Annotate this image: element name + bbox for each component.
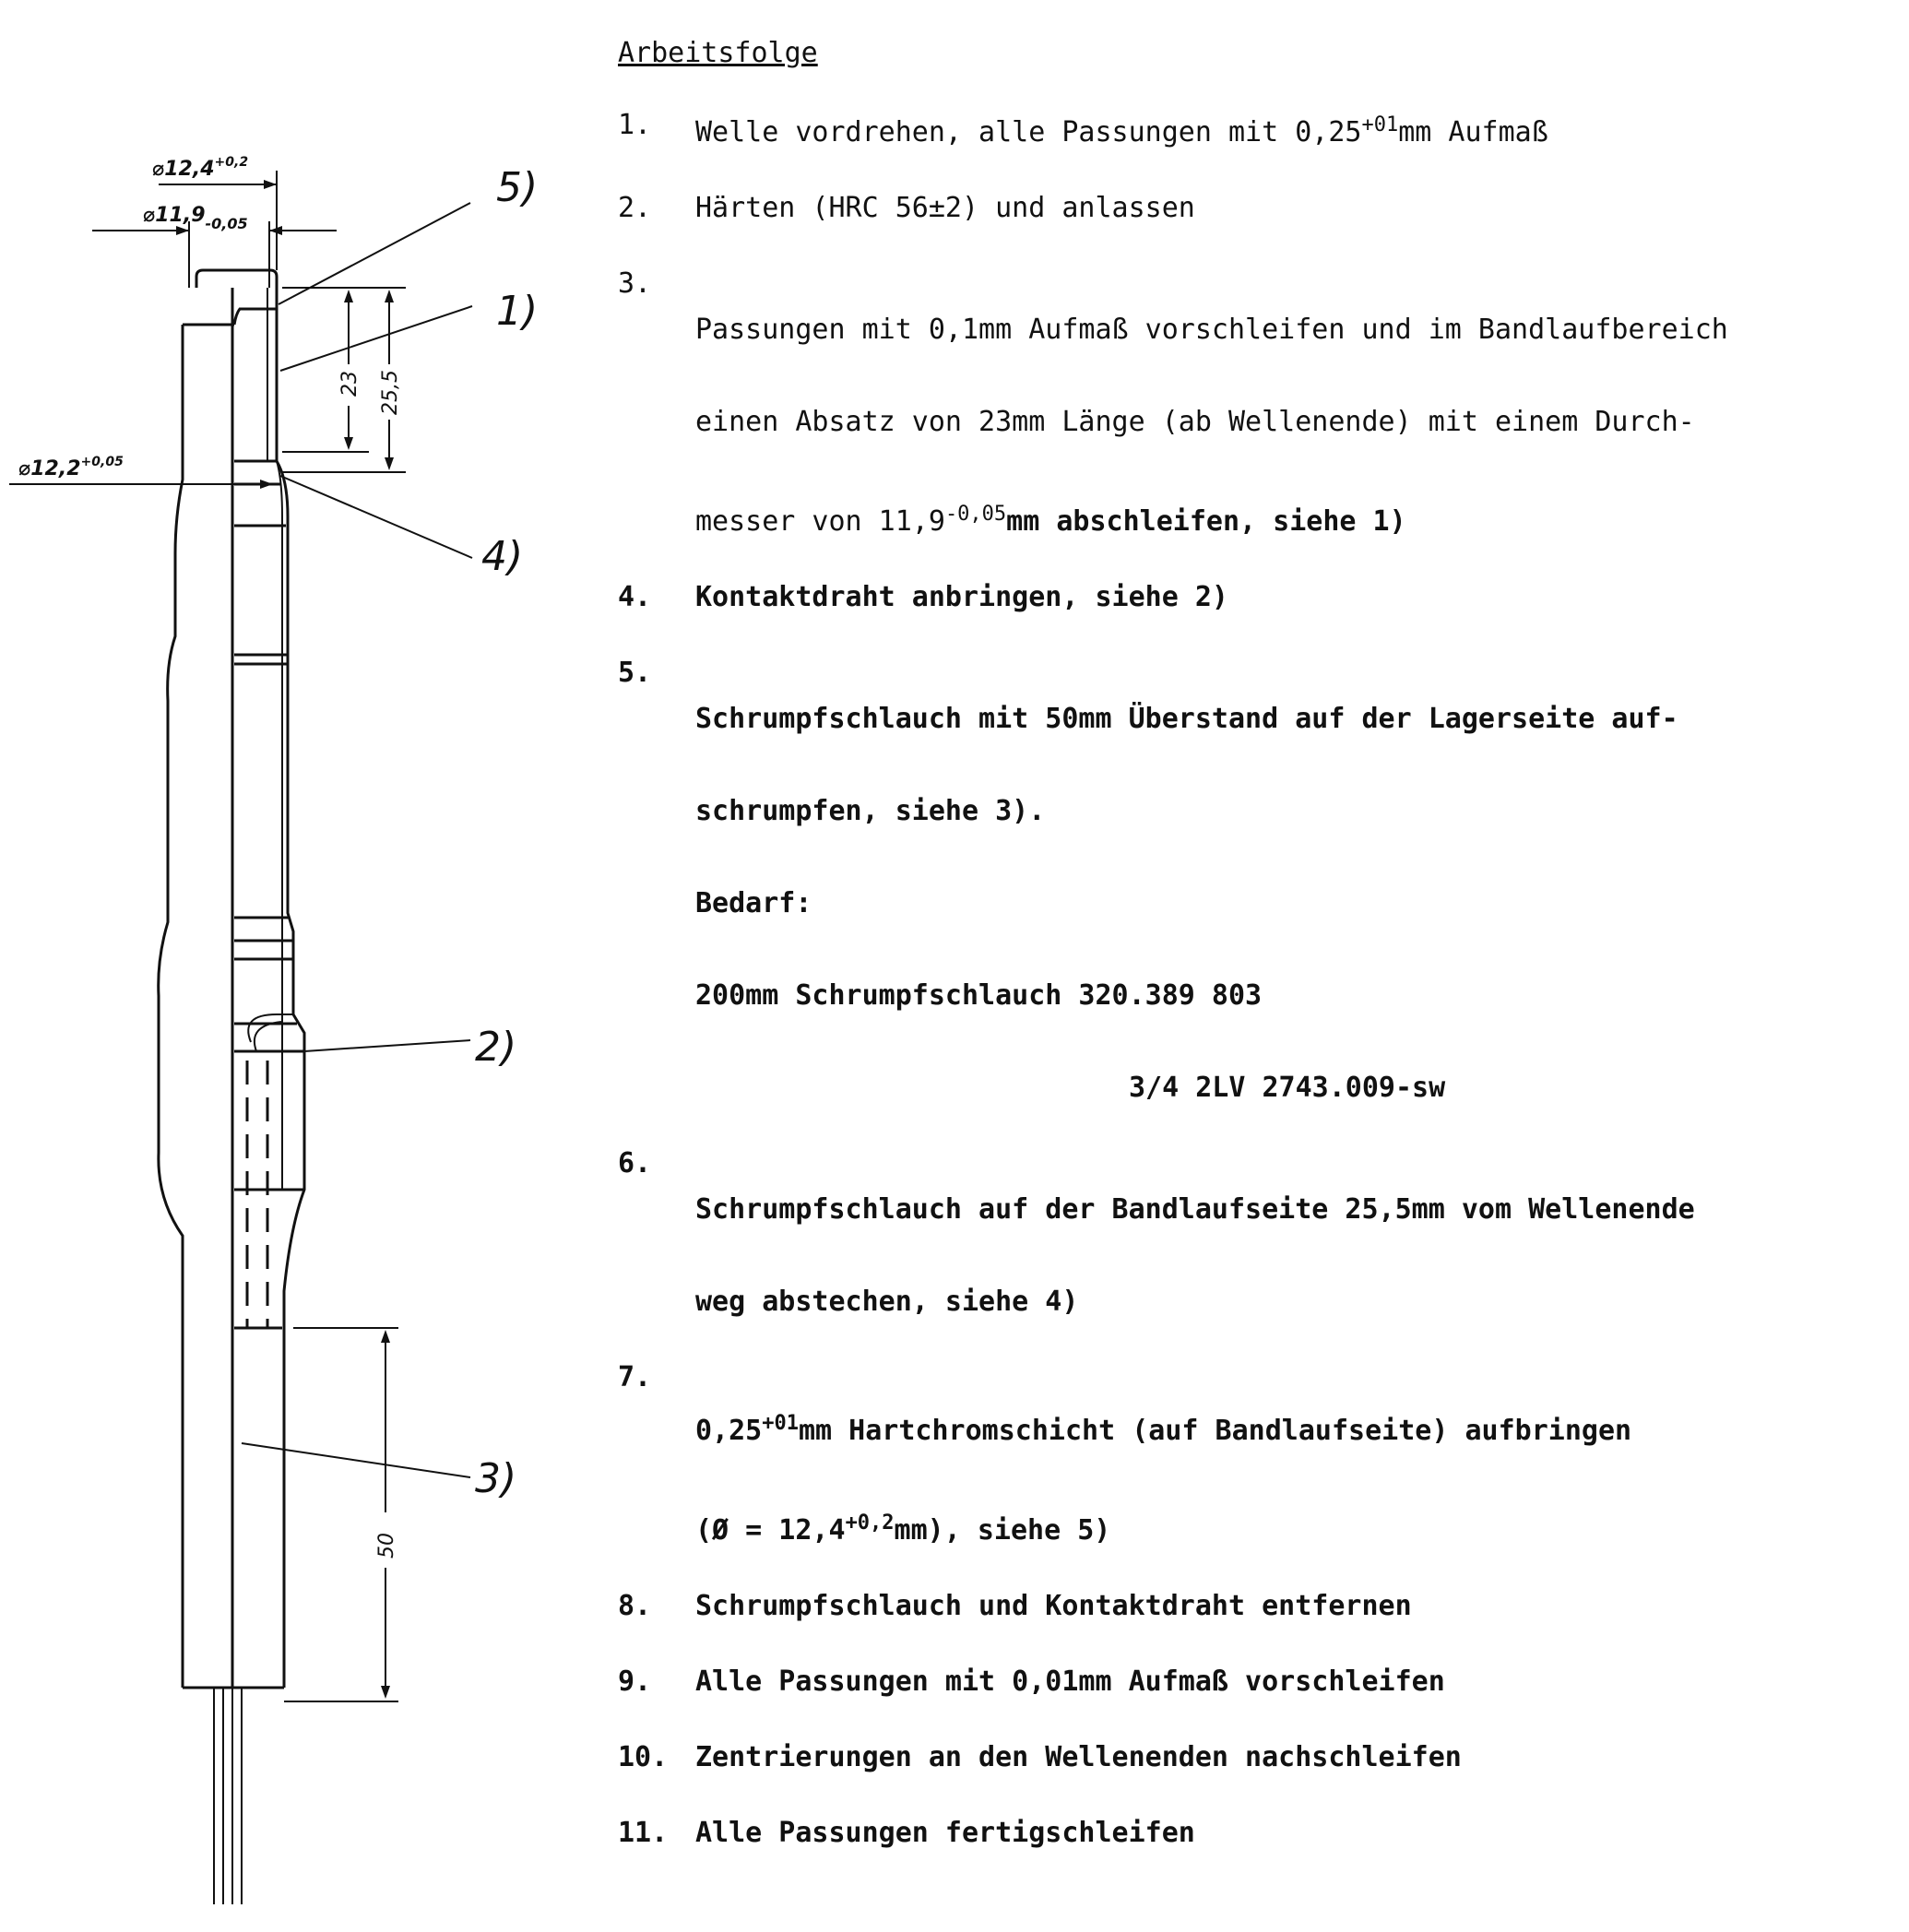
- dim-d119-label: $⌀11,9_{-0,05}$: [143, 204, 248, 232]
- callout-5: 5): [496, 164, 539, 211]
- callout-2: 2): [475, 1024, 517, 1071]
- dim-23-label: 23: [338, 371, 362, 397]
- shaft-left-contour: [159, 325, 183, 1688]
- dim-d122-label: $⌀12,2^{+0,05}$: [18, 455, 124, 480]
- step-2: 2. Härten (HRC 56±2) und anlassen: [618, 192, 1195, 224]
- step-1: 1. Welle vordrehen, alle Passungen mit $0,25^{+01}mm$ Aufmaß: [618, 109, 1548, 148]
- callout-1: 1): [496, 288, 539, 335]
- work-procedure: [618, 37, 1891, 1886]
- step-6: 6. Schrumpfschlauch auf der Bandlaufseite 25,5mm vom Wellenende weg abstechen, siehe 4): [618, 1147, 1695, 1318]
- step-4: 4. Kontaktdraht anbringen, siehe 2): [618, 581, 1228, 613]
- step-5: 5. Schrumpfschlauch mit 50mm Überstand auf der Lagerseite auf- schrumpfen, siehe 3). Bedarf: 200mm Schrumpfschlauch 320.389 803 3/4 2LV 2743.009-sw: [618, 657, 1678, 1104]
- dim-50-label: 50: [375, 1533, 398, 1559]
- step-8: 8. Schrumpfschlauch und Kontaktdraht entfernen: [618, 1590, 1412, 1622]
- leader-3: [242, 1443, 470, 1477]
- leader-2: [304, 1040, 470, 1051]
- procedure-title: Arbeitsfolge: [618, 37, 818, 69]
- shaft-drawing: [0, 0, 609, 1932]
- callout-3: 3): [475, 1455, 517, 1502]
- leader-1: [280, 306, 472, 371]
- leader-4: [280, 476, 472, 558]
- dim-255-label: 25,5: [379, 370, 402, 415]
- callout-4: 4): [481, 533, 524, 580]
- dim-d124-label: $⌀12,4^{+0,2}$: [152, 155, 249, 181]
- step-10: 10. Zentrierungen an den Wellenenden nachschleifen: [618, 1741, 1462, 1773]
- leader-5: [279, 203, 470, 304]
- step-3: 3. Passungen mit 0,1mm Aufmaß vorschleifen und im Bandlaufbereich einen Absatz von 23mm Länge (ab Wellenende) mit einem Durch- messer von $11,9^{-0,05}mm$ abschleifen, siehe 1): [618, 267, 1728, 538]
- step-7: 7. $0,25^{+01}mm$ Hartchromschicht (auf Bandlaufseite) aufbringen (Ø = $12,4^{+0,2}mm$), siehe 5): [618, 1361, 1632, 1547]
- step-11: 11. Alle Passungen fertigschleifen: [618, 1817, 1195, 1849]
- step-9: 9. Alle Passungen mit 0,01mm Aufmaß vorschleifen: [618, 1665, 1445, 1698]
- shaft-end: [196, 270, 277, 288]
